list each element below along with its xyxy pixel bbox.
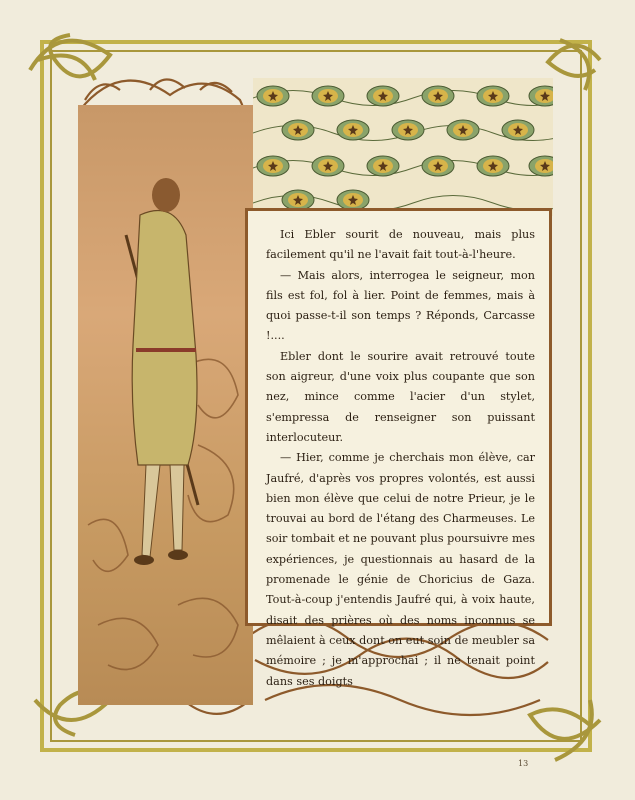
paragraph-2: — Mais alors, interrogea le seigneur, mon fils est fol, fol à lier. Point de femmes, mais à quoi passe-t-il son temps ? Réponds, Carcasse !.... (266, 268, 535, 343)
illustration-man-with-staff-icon (78, 105, 253, 705)
text-panel (245, 208, 552, 688)
illustration-panel (78, 105, 253, 705)
page-number: 13 (518, 759, 529, 768)
paragraph-4: — Hier, comme je cherchais mon élève, car Jaufré, d'après vos propres volontés, est aussi bien mon élève que celui de notre Prieur, je le trouvai au bord de l'étang des Charmeuses. Le soir tombait et ne pouvant plus poursuivre mes expériences, je questionnais au hasard de la promenade le génie de Choricius de Gaza. Tout-à-coup j'entendis Jaufré qui, à voix haute, disait des prières où des noms inconnus se mêlaient à ceux dont on eut soin de meubler sa mémoire ; je m'approchai ; il ne tenait point dans ses doigts (266, 451, 535, 688)
peacock-feather-pattern-icon (253, 78, 553, 216)
paragraph-1: Ici Ebler sourit de nouveau, mais plus facilement qu'il ne l'avait fait tout-à-l'heure. (266, 228, 535, 262)
paragraph-3: Ebler dont le sourire avait retrouvé toute son aigreur, d'une voix plus coupante que son nez, mince comme l'acier d'un stylet, s'empressa de renseigner son puissant interlocuteur. (266, 349, 535, 444)
peacock-feather-pattern (253, 78, 553, 216)
